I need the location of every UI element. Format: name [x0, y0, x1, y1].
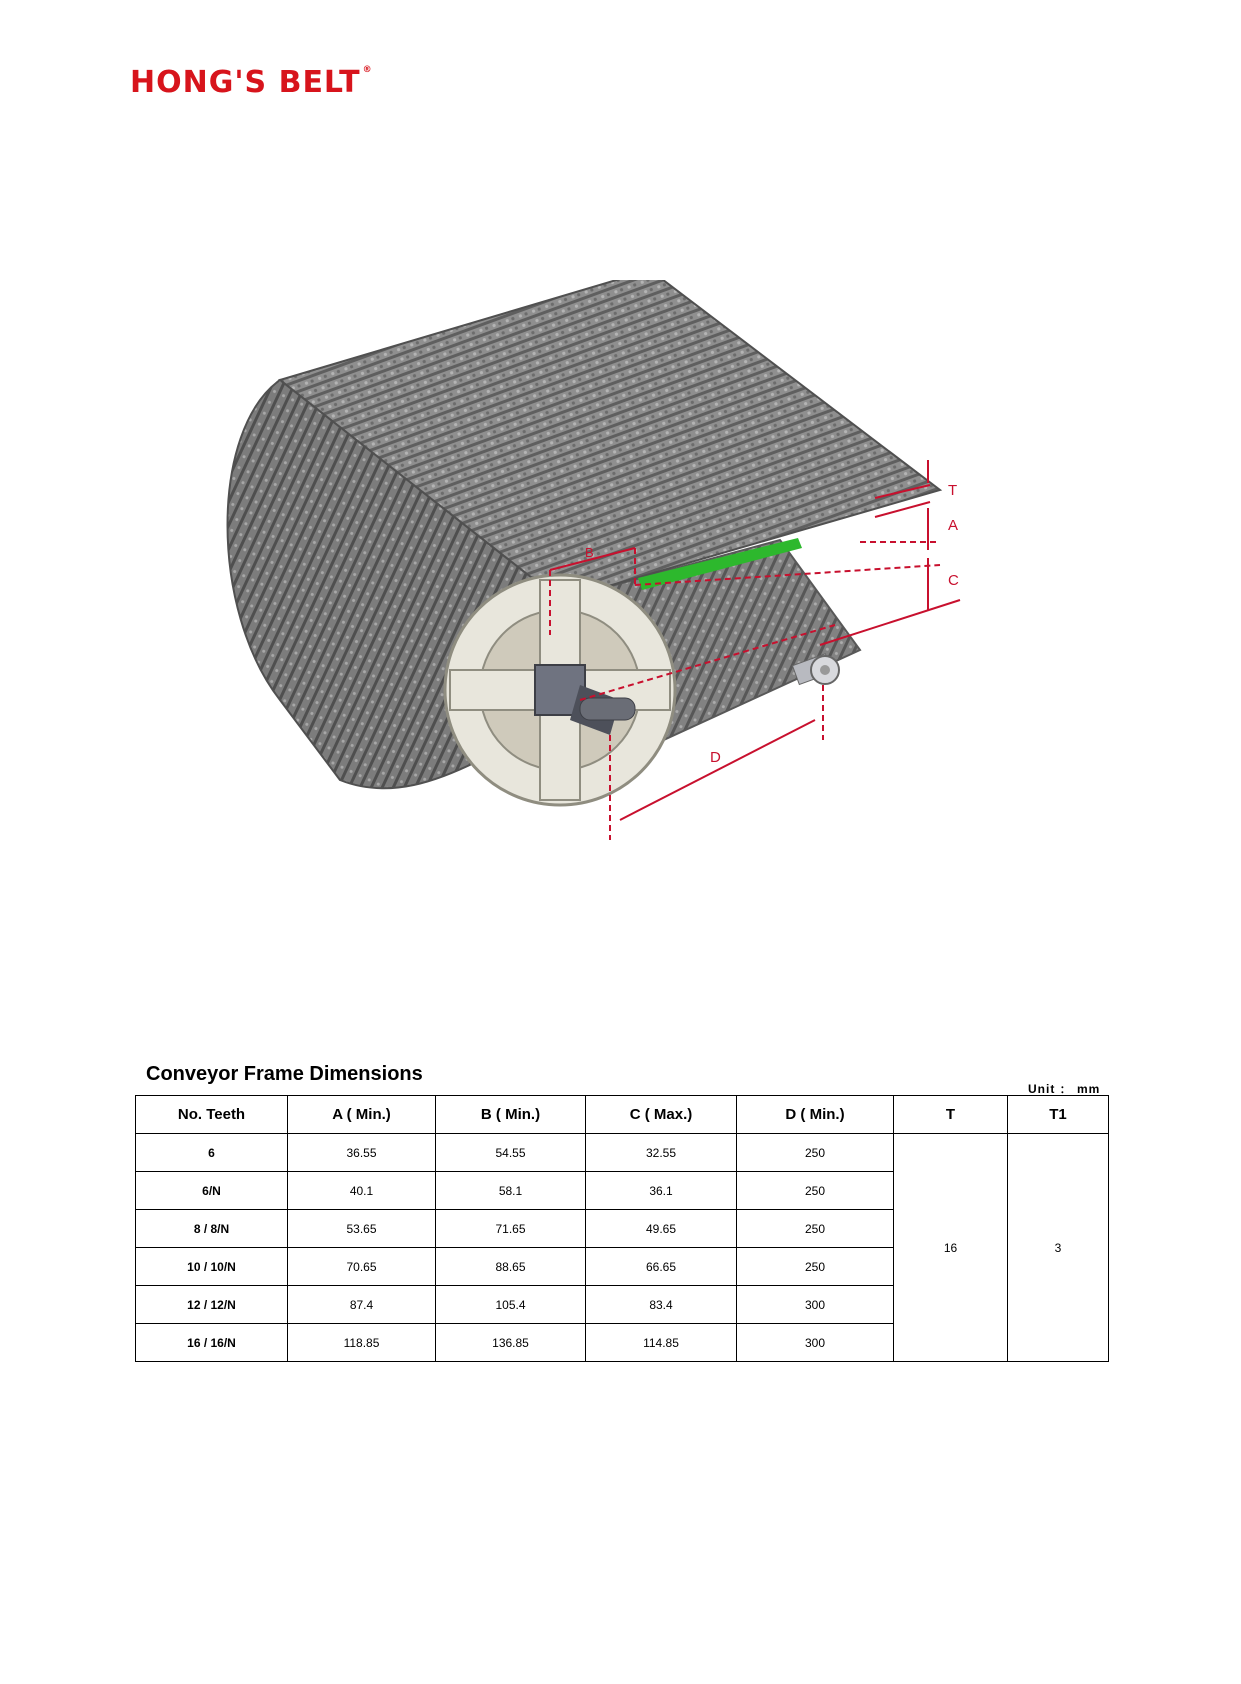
- header-no-teeth: No. Teeth: [136, 1096, 288, 1134]
- cell-c: 114.85: [586, 1324, 737, 1362]
- cell-c: 66.65: [586, 1248, 737, 1286]
- cell-d: 250: [737, 1172, 894, 1210]
- header-d: D ( Min.): [737, 1096, 894, 1134]
- sprocket: [445, 575, 675, 805]
- cell-teeth: 6: [136, 1134, 288, 1172]
- cell-c: 32.55: [586, 1134, 737, 1172]
- cell-teeth: 6/N: [136, 1172, 288, 1210]
- header-t1: T1: [1008, 1096, 1109, 1134]
- cell-a: 36.55: [288, 1134, 436, 1172]
- brand-logo: [130, 65, 373, 100]
- table-row: [136, 1134, 1109, 1172]
- dimensions-table: [135, 1095, 1109, 1362]
- cell-d: 300: [737, 1286, 894, 1324]
- label-a: A: [948, 517, 959, 534]
- registered-mark: ®: [362, 65, 373, 75]
- label-b: B: [585, 545, 594, 560]
- cell-teeth: 10 / 10/N: [136, 1248, 288, 1286]
- shaft: [580, 698, 635, 720]
- header-t: T: [894, 1096, 1008, 1134]
- header-b: B ( Min.): [436, 1096, 586, 1134]
- cell-d: 250: [737, 1134, 894, 1172]
- cell-b: 58.1: [436, 1172, 586, 1210]
- cell-b: 136.85: [436, 1324, 586, 1362]
- cell-b: 71.65: [436, 1210, 586, 1248]
- conveyor-belt-illustration: [220, 280, 1050, 920]
- cell-a: 87.4: [288, 1286, 436, 1324]
- cell-d: 250: [737, 1248, 894, 1286]
- label-d: D: [710, 749, 721, 766]
- header-a: A ( Min.): [288, 1096, 436, 1134]
- brand-name: HONG'S BELT: [130, 65, 361, 100]
- cell-a: 118.85: [288, 1324, 436, 1362]
- cell-b: 88.65: [436, 1248, 586, 1286]
- label-t: T: [948, 482, 958, 499]
- cell-d: 250: [737, 1210, 894, 1248]
- header-c: C ( Max.): [586, 1096, 737, 1134]
- cell-c: 83.4: [586, 1286, 737, 1324]
- cell-a: 53.65: [288, 1210, 436, 1248]
- cell-a: 40.1: [288, 1172, 436, 1210]
- cell-b: 105.4: [436, 1286, 586, 1324]
- cell-t: 16: [894, 1134, 1008, 1362]
- cell-c: 36.1: [586, 1172, 737, 1210]
- cell-teeth: 12 / 12/N: [136, 1286, 288, 1324]
- cell-t1: 3: [1008, 1134, 1109, 1362]
- cell-teeth: 16 / 16/N: [136, 1324, 288, 1362]
- unit-label: Unit ： mm: [1028, 1082, 1101, 1096]
- cell-a: 70.65: [288, 1248, 436, 1286]
- label-c: C: [948, 572, 959, 589]
- table-header-row: [136, 1096, 1109, 1134]
- cell-c: 49.65: [586, 1210, 737, 1248]
- cell-b: 54.55: [436, 1134, 586, 1172]
- section-title: Conveyor Frame Dimensions: [146, 1063, 423, 1085]
- cell-teeth: 8 / 8/N: [136, 1210, 288, 1248]
- cell-d: 300: [737, 1324, 894, 1362]
